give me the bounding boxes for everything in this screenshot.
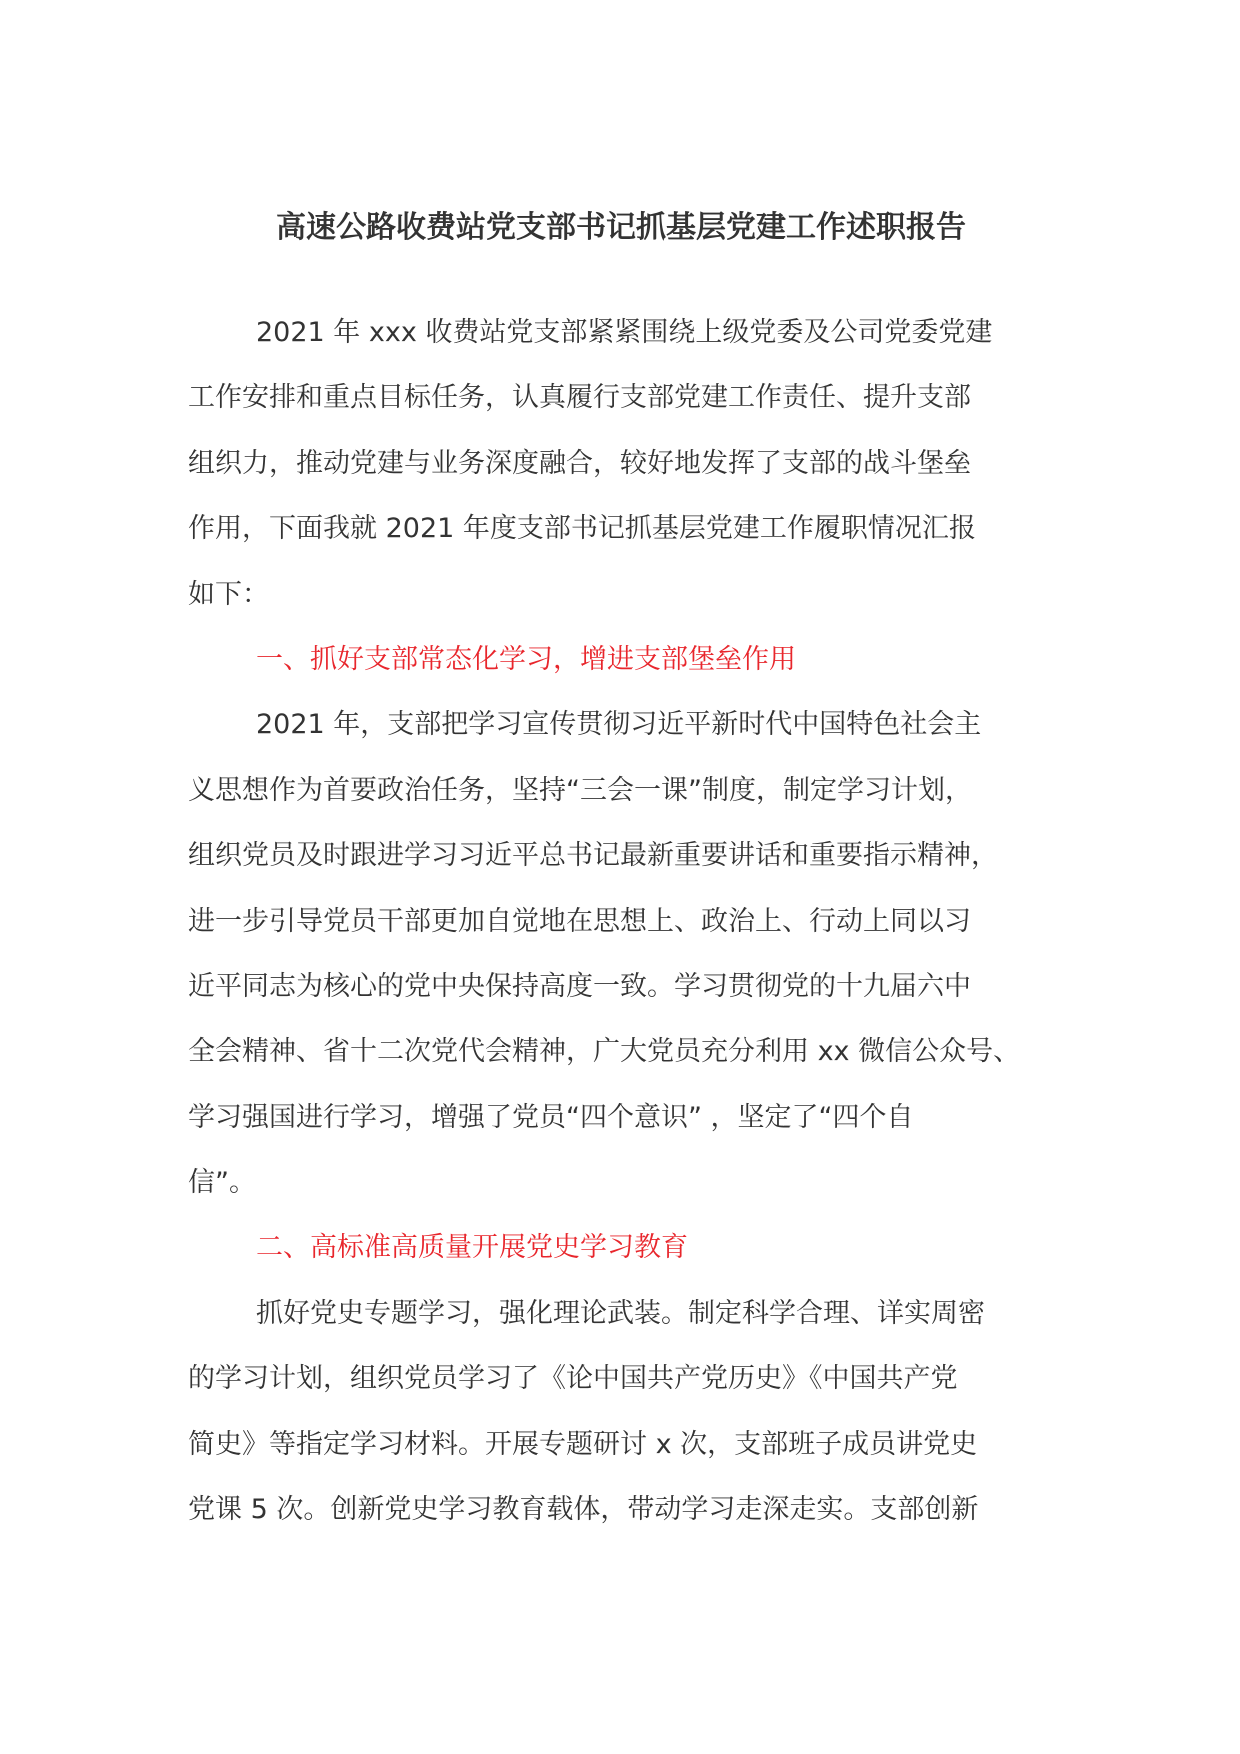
paragraph-line: 抓好党史专题学习，强化理论武装。制定科学合理、详实周密 <box>256 1297 985 1329</box>
paragraph-line: 学习强国进行学习，增强了党员“四个意识” ，坚定了“四个自 <box>188 1101 914 1133</box>
paragraph-line: 2021 年，支部把学习宣传贯彻习近平新时代中国特色社会主 <box>256 709 982 741</box>
paragraph-line: 如下： <box>188 578 269 610</box>
paragraph-line: 进一步引导党员干部更加自觉地在思想上、政治上、行动上同以习 <box>188 905 971 937</box>
paragraph-line: 工作安排和重点目标任务，认真履行支部党建工作责任、提升支部 <box>188 382 971 414</box>
paragraph-line: 全会精神、省十二次党代会精神，广大党员充分利用 xx 微信公众号、 <box>188 1036 1021 1068</box>
paragraph-line: 2021 年 xxx 收费站党支部紧紧围绕上级党委及公司党委党建 <box>256 317 993 348</box>
section-heading-1: 一、抓好支部常态化学习，增进支部堡垒作用 <box>256 643 796 675</box>
paragraph-line: 信”。 <box>188 1167 256 1199</box>
paragraph-line: 组织党员及时跟进学习习近平总书记最新重要讲话和重要指示精神， <box>188 840 998 872</box>
paragraph-line: 简史》等指定学习材料。开展专题研讨 x 次，支部班子成员讲党史 <box>188 1428 978 1460</box>
document-title: 高速公路收费站党支部书记抓基层党建工作述职报告 <box>276 210 966 245</box>
paragraph-line: 的学习计划，组织党员学习了《论中国共产党历史》《中国共产党 <box>188 1363 958 1395</box>
section-heading-2: 二、高标准高质量开展党史学习教育 <box>256 1232 688 1264</box>
paragraph-line: 作用，下面我就 2021 年度支部书记抓基层党建工作履职情况汇报 <box>188 513 976 545</box>
paragraph-line: 近平同志为核心的党中央保持高度一致。学习贯彻党的十九届六中 <box>188 970 971 1002</box>
paragraph-line: 组织力，推动党建与业务深度融合，较好地发挥了支部的战斗堡垒 <box>188 447 971 479</box>
paragraph-line: 党课 5 次。创新党史学习教育载体，带动学习走深走实。支部创新 <box>188 1494 979 1526</box>
document-body <box>188 300 1058 1542</box>
paragraph-line: 义思想作为首要政治任务，坚持“三会一课”制度，制定学习计划， <box>188 774 972 806</box>
